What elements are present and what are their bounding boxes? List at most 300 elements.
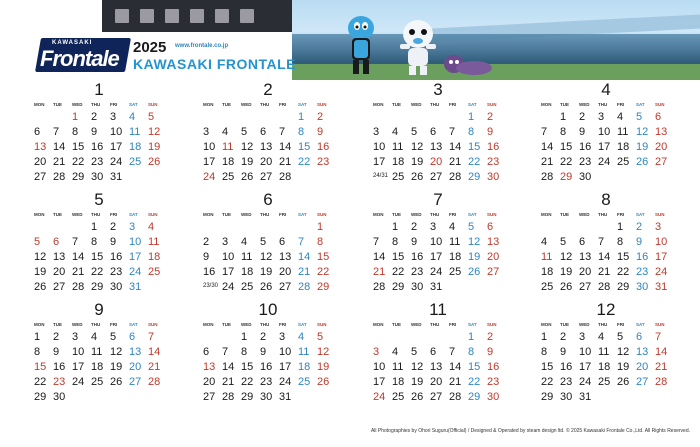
day-cell: 24 — [655, 266, 668, 278]
month-title: 1 — [94, 80, 104, 99]
weekday-header — [203, 212, 336, 217]
day-cell — [72, 390, 91, 405]
day-cell: 12 — [241, 141, 254, 153]
weekday-header — [541, 322, 674, 327]
day-cell: 28 — [373, 281, 386, 293]
day-cell: 5 — [468, 221, 475, 233]
day-cell: 14 — [279, 141, 292, 153]
day-cell: 31 — [655, 281, 668, 293]
day-cell: 10 — [430, 236, 443, 248]
day-cell: 23 — [560, 376, 573, 388]
day-cell: 30 — [579, 171, 592, 183]
day-cell: 11 — [91, 346, 103, 358]
day-cell: 21 — [598, 266, 611, 278]
day-cell: 7 — [279, 126, 286, 138]
day-cell: 9 — [110, 236, 117, 248]
day-grid — [203, 110, 336, 185]
day-cell: 4 — [617, 111, 624, 123]
weekday-label: TUE — [222, 322, 231, 327]
day-cell: 28 — [53, 171, 66, 183]
day-cell: 1 — [468, 331, 475, 343]
day-cell — [53, 220, 72, 235]
day-cell: 28 — [449, 391, 462, 403]
month-title: 12 — [596, 300, 616, 319]
day-cell: 30 — [560, 391, 573, 403]
day-cell — [598, 220, 617, 235]
day-grid — [541, 330, 674, 405]
day-cell: 26 — [411, 171, 424, 183]
day-cell: 12 — [411, 141, 424, 153]
day-cell: 6 — [129, 331, 136, 343]
day-cell: 10 — [129, 236, 142, 248]
day-cell: 17 — [430, 251, 443, 263]
day-cell: 2 — [579, 111, 586, 123]
day-cell: 26 — [560, 281, 573, 293]
weekday-label: MON — [373, 322, 384, 327]
day-cell: 2 — [487, 111, 494, 123]
day-cell: 1 — [34, 331, 41, 343]
day-cell: 30 — [110, 281, 123, 293]
day-cell: 17 — [579, 361, 592, 373]
day-cell: 15 — [468, 141, 481, 153]
day-cell: 11 — [449, 236, 461, 248]
weekday-header — [34, 102, 167, 107]
day-cell: 22 — [541, 376, 554, 388]
day-cell: 15 — [468, 361, 481, 373]
weekday-label: THU — [598, 102, 608, 107]
day-cell: 25 — [241, 281, 254, 293]
weekday-label: WED — [411, 322, 422, 327]
day-cell: 14 — [541, 141, 554, 153]
day-cell — [430, 110, 449, 125]
day-cell: 14 — [53, 141, 66, 153]
day-cell: 19 — [411, 156, 424, 168]
day-cell: 17 — [373, 376, 386, 388]
weekday-label: WED — [72, 212, 83, 217]
day-cell: 19 — [260, 266, 273, 278]
day-grid — [34, 330, 167, 405]
day-cell: 5 — [411, 126, 418, 138]
day-cell: 28 — [222, 391, 235, 403]
weekday-label: WED — [72, 322, 83, 327]
day-cell: 16 — [110, 251, 123, 263]
day-cell: 1 — [541, 331, 548, 343]
day-cell: 24 — [579, 376, 592, 388]
day-cell: 4 — [129, 111, 136, 123]
day-cell: 11 — [392, 141, 404, 153]
day-cell: 16 — [91, 141, 104, 153]
weekday-label: SAT — [129, 322, 138, 327]
weekday-label: TUE — [53, 102, 62, 107]
day-cell: 28 — [449, 171, 462, 183]
day-cell: 23 — [411, 266, 424, 278]
day-cell: 28 — [541, 171, 554, 183]
day-cell: 10 — [279, 346, 292, 358]
day-cell: 2 — [260, 331, 267, 343]
day-cell — [148, 390, 167, 405]
day-cell: 12 — [317, 346, 330, 358]
day-cell: 30 — [487, 391, 500, 403]
day-cell: 31 — [279, 391, 292, 403]
day-cell: 14 — [598, 251, 611, 263]
month-block — [34, 80, 184, 196]
weekday-label: TUE — [222, 102, 231, 107]
binder-hole — [190, 9, 204, 23]
binder-hole — [165, 9, 179, 23]
weekday-label: SAT — [298, 322, 307, 327]
day-cell: 26 — [317, 376, 330, 388]
day-cell: 2 — [487, 331, 494, 343]
day-cell: 6 — [487, 221, 494, 233]
day-cell: 14 — [72, 251, 85, 263]
month-block — [34, 190, 184, 306]
weekday-label: SAT — [468, 102, 477, 107]
day-cell: 21 — [373, 266, 386, 278]
day-cell: 13 — [430, 361, 443, 373]
day-cell: 4 — [392, 126, 399, 138]
weekday-label: THU — [91, 212, 101, 217]
day-cell: 15 — [541, 361, 554, 373]
day-cell: 16 — [203, 266, 216, 278]
day-cell — [222, 330, 241, 345]
day-cell: 11 — [392, 361, 404, 373]
day-cell — [598, 170, 617, 185]
day-cell: 26 — [260, 281, 273, 293]
weekday-header — [373, 102, 506, 107]
day-cell: 22 — [617, 266, 630, 278]
day-cell: 26 — [110, 376, 123, 388]
binder-hole — [215, 9, 229, 23]
day-cell: 16 — [53, 361, 66, 373]
month-block — [373, 190, 523, 306]
day-cell: 12 — [110, 346, 123, 358]
weekday-label: TUE — [560, 212, 569, 217]
weekday-label: SAT — [298, 212, 307, 217]
weekday-label: WED — [579, 102, 590, 107]
day-cell — [449, 330, 468, 345]
day-cell: 7 — [53, 126, 60, 138]
day-cell: 26 — [468, 266, 481, 278]
day-cell — [411, 110, 430, 125]
day-cell: 25 — [598, 376, 611, 388]
day-cell — [203, 220, 222, 235]
weekday-label: SUN — [655, 102, 665, 107]
day-cell: 1 — [468, 111, 475, 123]
day-cell: 9 — [411, 236, 418, 248]
day-cell: 31 — [129, 281, 142, 293]
day-cell — [260, 110, 279, 125]
day-cell: 7 — [655, 331, 662, 343]
day-cell: 30 — [260, 391, 273, 403]
day-cell: 21 — [53, 156, 66, 168]
day-cell: 4 — [241, 236, 248, 248]
day-cell: 17 — [279, 361, 292, 373]
day-cell: 13 — [279, 251, 292, 263]
month-title: 2 — [263, 80, 273, 99]
day-cell: 14 — [655, 346, 668, 358]
weekday-header — [203, 102, 336, 107]
weekday-label: MON — [203, 322, 214, 327]
day-cell — [53, 110, 72, 125]
day-cell — [298, 220, 317, 235]
weekday-label: SUN — [487, 102, 497, 107]
day-cell: 11 — [598, 346, 610, 358]
day-cell: 21 — [279, 156, 292, 168]
day-cell — [541, 220, 560, 235]
day-cell — [317, 390, 336, 405]
day-cell: 23 — [53, 376, 66, 388]
day-cell: 1 — [72, 111, 79, 123]
day-cell: 25 — [617, 156, 630, 168]
day-cell — [72, 220, 91, 235]
day-cell — [579, 220, 598, 235]
day-cell: 28 — [298, 281, 311, 293]
binder-holes-left — [102, 0, 292, 32]
day-cell: 30 — [636, 281, 649, 293]
weekday-header — [34, 212, 167, 217]
day-cell: 12 — [636, 126, 649, 138]
day-cell: 10 — [655, 236, 668, 248]
day-cell: 3 — [373, 126, 380, 138]
day-cell: 22 — [560, 156, 573, 168]
day-cell: 19 — [636, 141, 649, 153]
day-cell: 24 — [279, 376, 292, 388]
day-cell: 7 — [449, 126, 456, 138]
day-cell: 29 — [392, 281, 405, 293]
day-cell: 20 — [430, 156, 443, 168]
day-cell: 16 — [636, 251, 649, 263]
day-cell: 24 — [598, 156, 611, 168]
day-cell: 12 — [34, 251, 47, 263]
day-cell: 2 — [53, 331, 60, 343]
day-cell: 7 — [222, 346, 229, 358]
day-cell: 30 — [91, 171, 104, 183]
weekday-label: SUN — [148, 102, 158, 107]
weekday-label: SAT — [129, 102, 138, 107]
day-cell: 25 — [449, 266, 462, 278]
day-cell: 5 — [560, 236, 567, 248]
binder-hole — [240, 9, 254, 23]
day-cell: 13 — [260, 141, 273, 153]
day-cell: 11 — [222, 141, 234, 153]
day-cell: 4 — [222, 126, 229, 138]
day-cell — [617, 170, 636, 185]
day-cell: 16 — [487, 141, 500, 153]
day-cell: 30 — [411, 281, 424, 293]
weekday-label: FRI — [449, 322, 457, 327]
day-cell: 15 — [298, 141, 311, 153]
day-cell: 25 — [129, 156, 142, 168]
day-cell: 9 — [317, 126, 324, 138]
day-cell — [279, 110, 298, 125]
day-cell — [129, 390, 148, 405]
weekday-label: MON — [541, 212, 552, 217]
day-cell: 18 — [91, 361, 104, 373]
weekday-label: FRI — [110, 322, 118, 327]
day-cell: 6 — [579, 236, 586, 248]
day-cell: 6 — [34, 126, 41, 138]
day-cell — [241, 220, 260, 235]
day-cell: 11 — [241, 251, 253, 263]
day-cell: 6 — [655, 111, 662, 123]
day-cell: 15 — [91, 251, 104, 263]
day-cell: 8 — [541, 346, 548, 358]
day-cell: 17 — [598, 141, 611, 153]
day-cell: 19 — [468, 251, 481, 263]
day-cell: 20 — [430, 376, 443, 388]
day-cell — [279, 220, 298, 235]
day-cell: 31 — [110, 171, 123, 183]
day-cell: 6 — [430, 126, 437, 138]
day-cell — [598, 390, 617, 405]
day-cell: 2 — [560, 331, 567, 343]
weekday-label: FRI — [279, 212, 287, 217]
day-cell: 13 — [34, 141, 47, 153]
day-cell: 10 — [579, 346, 592, 358]
weekday-label: SAT — [298, 102, 307, 107]
day-cell: 21 — [148, 361, 161, 373]
weekday-label: WED — [241, 102, 252, 107]
day-cell: 15 — [392, 251, 405, 263]
day-cell: 14 — [298, 251, 311, 263]
day-cell — [373, 330, 392, 345]
day-cell: 16 — [411, 251, 424, 263]
day-cell: 24 — [72, 376, 85, 388]
month-title: 6 — [263, 190, 273, 209]
day-cell: 22 — [468, 156, 481, 168]
day-cell — [148, 170, 167, 185]
weekday-label: THU — [91, 322, 101, 327]
day-cell: 1 — [241, 331, 248, 343]
weekday-label: THU — [430, 322, 440, 327]
logo-wordmark: Frontale — [40, 46, 119, 71]
weekday-label: SAT — [129, 212, 138, 217]
month-block — [373, 300, 523, 416]
day-cell: 19 — [617, 361, 630, 373]
day-cell: 13 — [53, 251, 66, 263]
day-cell: 28 — [655, 376, 668, 388]
day-cell: 25 — [222, 171, 235, 183]
day-cell: 31 — [579, 391, 592, 403]
day-cell: 24 — [129, 266, 142, 278]
day-cell: 6 — [430, 346, 437, 358]
day-cell: 9 — [487, 126, 494, 138]
weekday-label: THU — [260, 212, 270, 217]
day-cell: 8 — [91, 236, 98, 248]
day-cell: 4 — [392, 346, 399, 358]
day-cell — [203, 110, 222, 125]
day-cell — [110, 390, 129, 405]
month-block — [373, 80, 523, 196]
day-cell: 2 — [203, 236, 210, 248]
day-cell — [317, 170, 336, 185]
weekday-label: SAT — [636, 322, 645, 327]
weekday-label: SUN — [655, 212, 665, 217]
day-cell: 18 — [298, 361, 311, 373]
day-cell: 12 — [148, 126, 161, 138]
day-cell: 21 — [449, 156, 462, 168]
weekday-label: THU — [260, 102, 270, 107]
weekday-label: MON — [373, 102, 384, 107]
day-cell: 13 — [636, 346, 649, 358]
day-cell: 31 — [430, 281, 443, 293]
day-cell: 10 — [203, 141, 216, 153]
weekday-label: THU — [260, 322, 270, 327]
day-cell: 8 — [72, 126, 79, 138]
day-cell: 14 — [449, 361, 462, 373]
weekday-label: SUN — [317, 322, 327, 327]
day-cell: 21 — [655, 361, 668, 373]
day-cell: 27 — [203, 391, 216, 403]
day-cell: 13 — [129, 346, 142, 358]
day-cell: 5 — [636, 111, 643, 123]
weekday-label: FRI — [449, 102, 457, 107]
day-cell: 3 — [222, 236, 229, 248]
day-cell: 2 — [110, 221, 117, 233]
day-cell: 3 — [430, 221, 437, 233]
day-cell: 17 — [373, 156, 386, 168]
day-cell: 26 — [148, 156, 161, 168]
month-block — [203, 300, 353, 416]
month-title: 10 — [258, 300, 278, 319]
day-cell — [411, 330, 430, 345]
day-cell: 12 — [260, 251, 273, 263]
day-cell: 22 — [241, 376, 254, 388]
day-cell: 23 — [636, 266, 649, 278]
day-cell: 22 — [72, 156, 85, 168]
day-cell: 5 — [617, 331, 624, 343]
day-cell: 7 — [298, 236, 305, 248]
day-cell: 24 — [110, 156, 123, 168]
day-cell — [91, 390, 110, 405]
day-cell: 1 — [392, 221, 399, 233]
day-cell: 6 — [279, 236, 286, 248]
day-cell: 13 — [430, 141, 443, 153]
day-cell: 16 — [260, 361, 273, 373]
day-cell: 26 — [411, 391, 424, 403]
day-cell: 19 — [560, 266, 573, 278]
day-cell: 15 — [617, 251, 630, 263]
day-cell: 19 — [110, 361, 123, 373]
weekday-label: MON — [34, 102, 45, 107]
day-cell: 23 — [487, 376, 500, 388]
day-cell: 10 — [72, 346, 85, 358]
weekday-label: TUE — [560, 322, 569, 327]
weekday-label: SUN — [487, 212, 497, 217]
day-cell: 7 — [373, 236, 380, 248]
month-title: 4 — [601, 80, 611, 99]
day-cell: 15 — [317, 251, 330, 263]
weekday-label: MON — [203, 212, 214, 217]
month-title: 9 — [94, 300, 104, 319]
day-cell: 4 — [598, 331, 605, 343]
day-cell: 8 — [468, 126, 475, 138]
day-cell: 1 — [298, 111, 305, 123]
day-cell: 23/30 — [203, 283, 219, 289]
day-cell: 15 — [241, 361, 254, 373]
day-cell: 2 — [411, 221, 418, 233]
day-cell: 29 — [468, 171, 481, 183]
weekday-label: WED — [241, 322, 252, 327]
day-cell: 12 — [560, 251, 573, 263]
day-cell — [655, 390, 674, 405]
day-cell: 12 — [468, 236, 481, 248]
day-cell: 18 — [392, 156, 405, 168]
day-cell: 5 — [260, 236, 267, 248]
weekday-label: MON — [541, 322, 552, 327]
weekday-label: FRI — [617, 322, 625, 327]
day-cell: 27 — [129, 376, 142, 388]
